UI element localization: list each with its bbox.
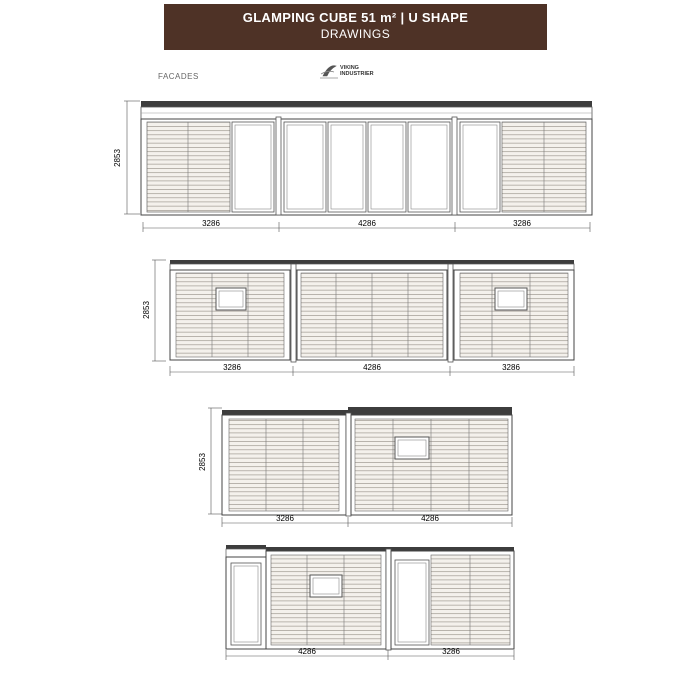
width-dim-label: 3286 bbox=[442, 647, 460, 656]
width-dim-label: 3286 bbox=[276, 514, 294, 523]
height-dim-label: 2853 bbox=[113, 149, 122, 167]
height-dim-label: 2853 bbox=[198, 453, 207, 471]
width-dim-label: 4286 bbox=[421, 514, 439, 523]
elevation-3 bbox=[198, 407, 512, 527]
elevation-2 bbox=[142, 260, 574, 376]
height-dim-label: 2853 bbox=[142, 301, 151, 319]
logo-text-line1: VIKING bbox=[340, 65, 359, 71]
elevation-4 bbox=[226, 545, 514, 660]
width-dim-label: 4286 bbox=[298, 647, 316, 656]
width-dim-label: 3286 bbox=[202, 219, 220, 228]
width-dim-label: 4286 bbox=[358, 219, 376, 228]
width-dim-label: 4286 bbox=[363, 363, 381, 372]
section-label: FACADES bbox=[158, 72, 199, 81]
width-dim-label: 3286 bbox=[513, 219, 531, 228]
width-dim-label: 3286 bbox=[502, 363, 520, 372]
elevation-1 bbox=[113, 101, 592, 232]
logo-text-line2: INDUSTRIER bbox=[340, 71, 374, 77]
page-subtitle: DRAWINGS bbox=[320, 27, 391, 41]
page-title: GLAMPING CUBE 51 m² | U SHAPE bbox=[242, 10, 469, 25]
width-dim-label: 3286 bbox=[223, 363, 241, 372]
